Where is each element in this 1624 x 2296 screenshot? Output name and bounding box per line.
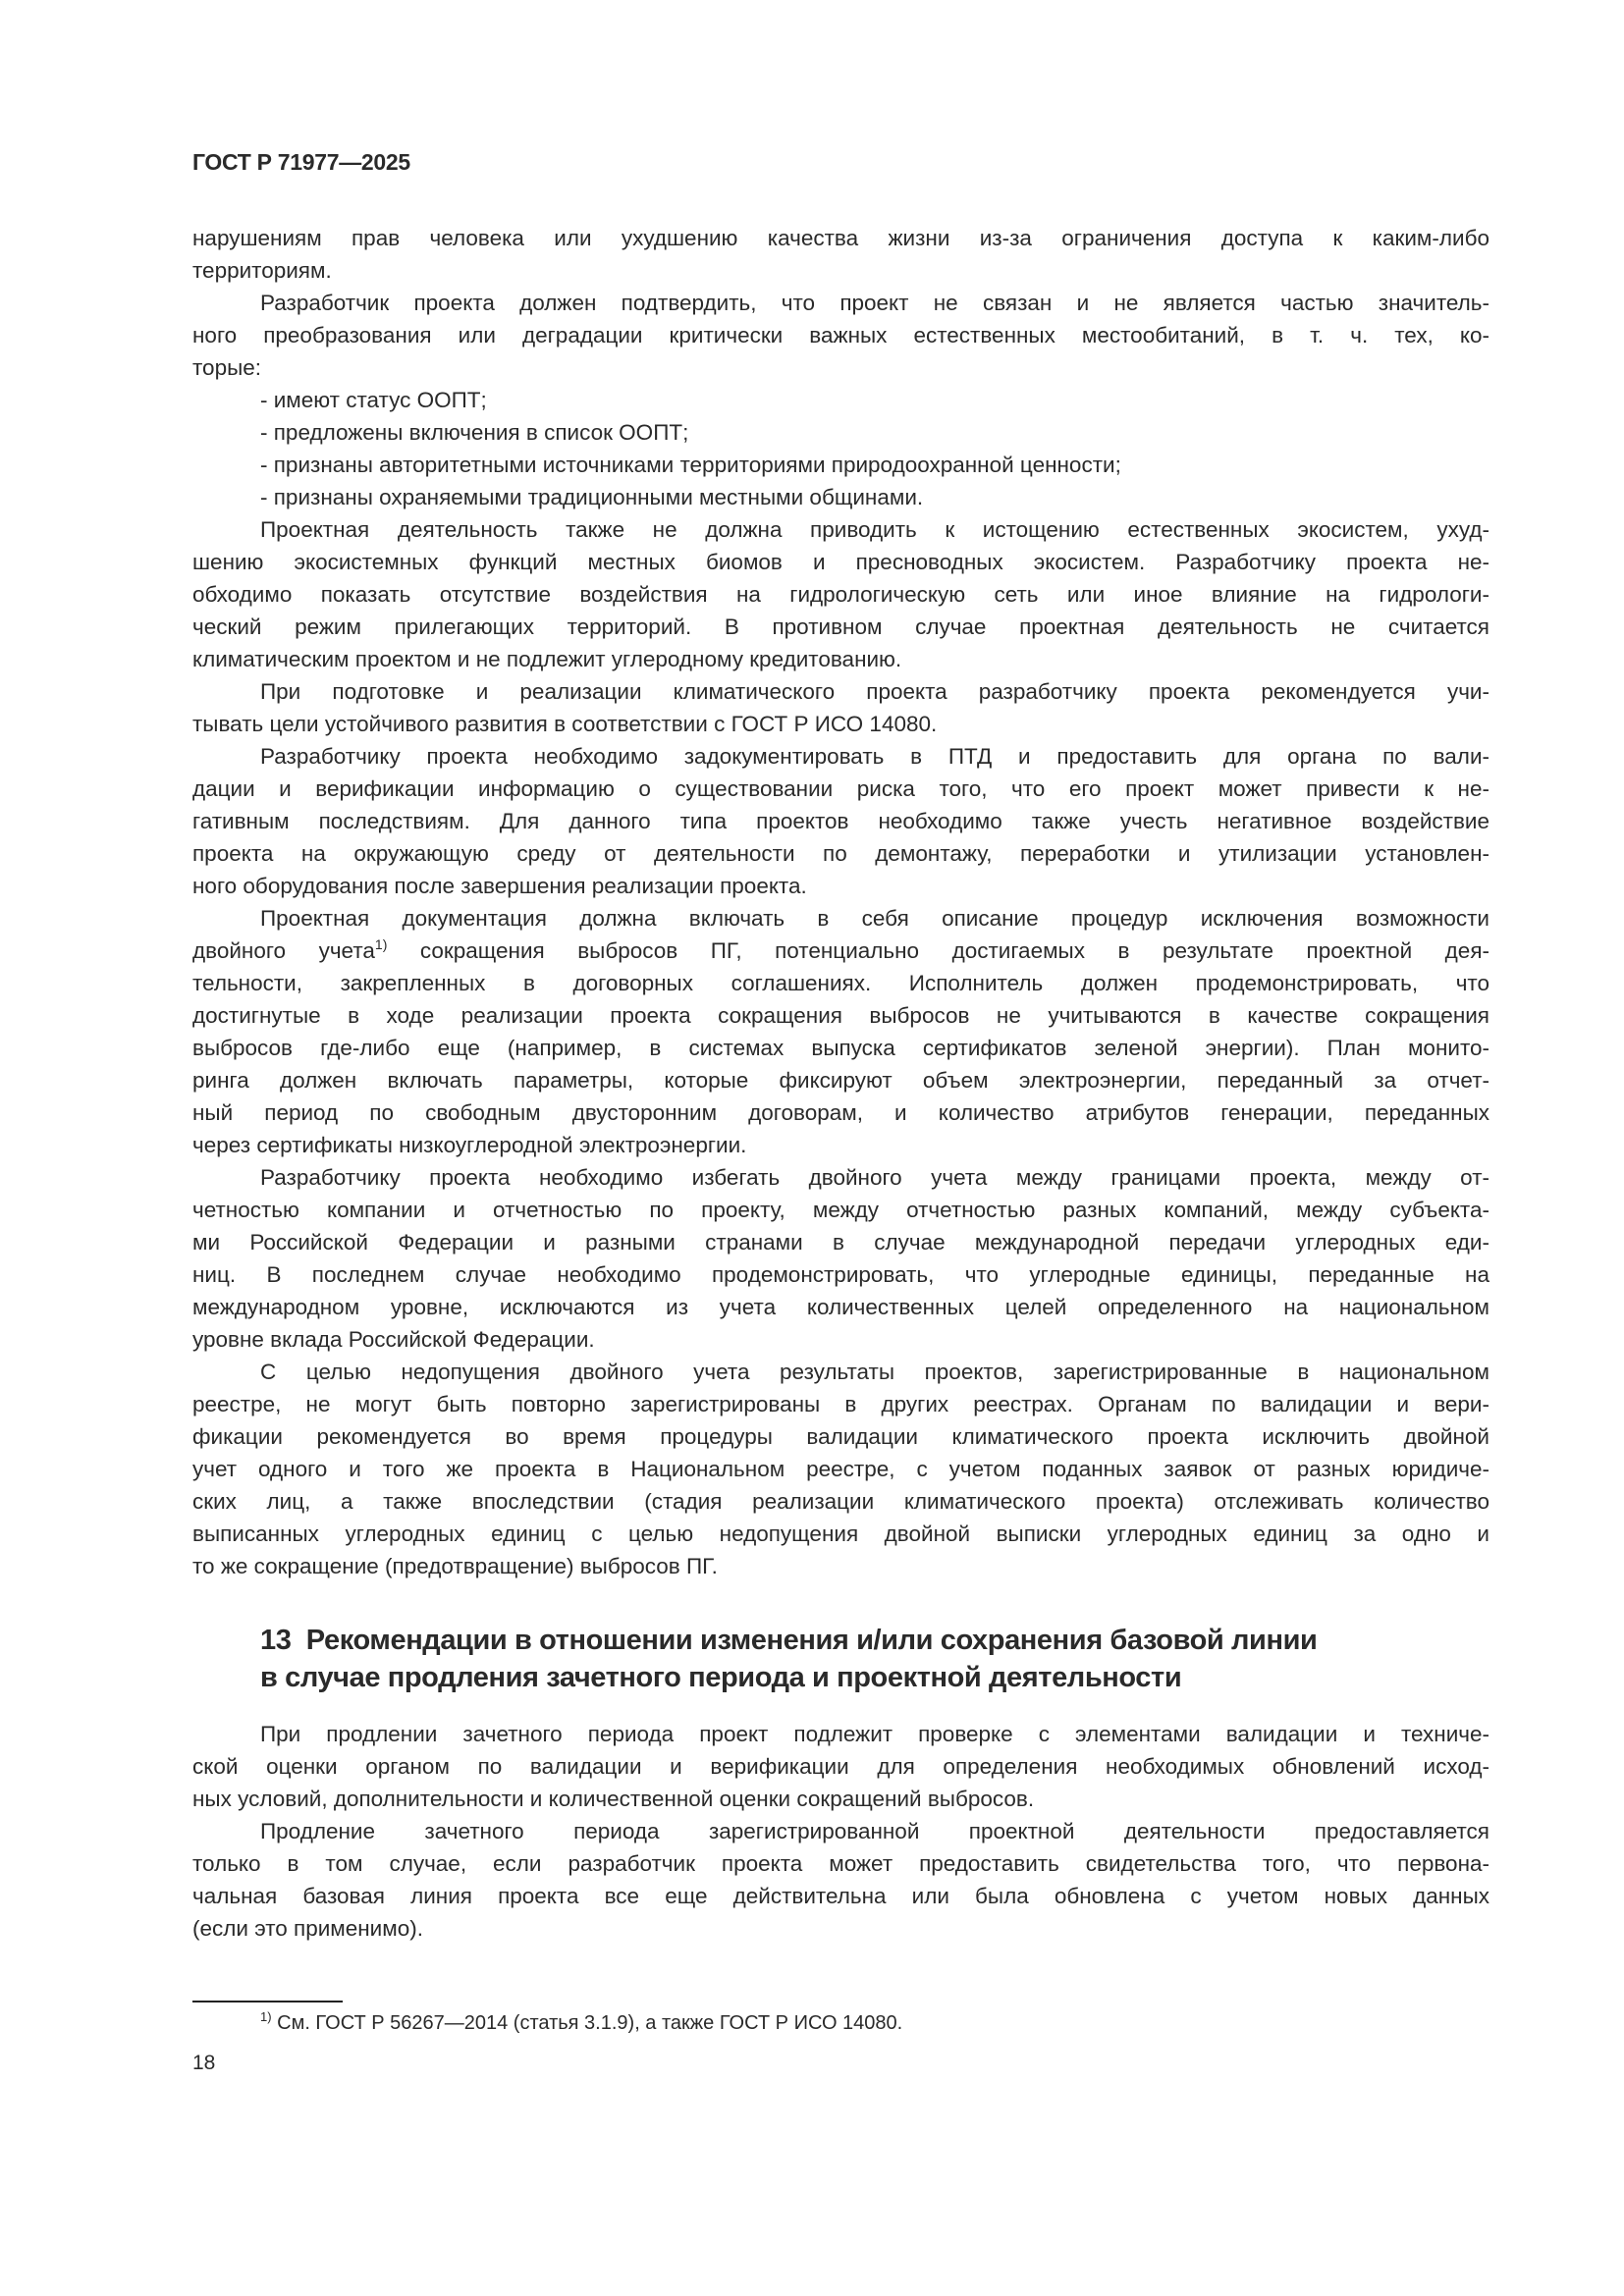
text-line: ринга должен включать параметры, которые фиксируют объем электроэнергии, переданный за отчет- [192, 1068, 1489, 1093]
section-title-line: в случае продления зачетного периода и проектной деятельности [260, 1662, 1182, 1693]
text-line: выбросов где-либо еще (например, в системах выпуска сертификатов зеленой энергии). План монито- [192, 1036, 1489, 1060]
text-line: то же сокращение (предотвращение) выбросов ПГ. [192, 1554, 718, 1578]
text-line: При продлении зачетного периода проект подлежит проверке с элементами валидации и техниче- [260, 1722, 1489, 1746]
text-line: проекта на окружающую среду от деятельности по демонтажу, переработки и утилизации установлен- [192, 841, 1489, 866]
text-line: ской оценки органом по валидации и верификации для определения необходимых обновлений исход- [192, 1754, 1489, 1779]
section-number: 13 [260, 1625, 292, 1656]
list-item: - признаны авторитетными источниками территориями природоохранной ценности; [260, 453, 1121, 477]
text-line: дации и верификации информацию о существовании риска того, что его проект может привести к не- [192, 776, 1489, 801]
text-line: ных условий, дополнительности и количественной оценки сокращений выбросов. [192, 1787, 1035, 1811]
text-line: реестре, не могут быть повторно зарегистрированы в других реестрах. Органам по валидации и вери- [192, 1392, 1489, 1416]
text-line: ниц. В последнем случае необходимо продемонстрировать, что углеродные единицы, переданные на [192, 1262, 1489, 1287]
text-line: ного оборудования после завершения реализации проекта. [192, 874, 807, 898]
footnote-mark: 1) [260, 2009, 272, 2024]
footnote [260, 2010, 902, 2036]
paragraph [192, 1356, 1489, 1582]
text-line: Разработчик проекта должен подтвердить, что проект не связан и не является частью значитель- [260, 291, 1489, 315]
paragraph [192, 513, 1489, 675]
text-line: Разработчику проекта необходимо задокументировать в ПТД и предоставить для органа по вали- [260, 744, 1489, 769]
text-line: Разработчику проекта необходимо избегать двойного учета между границами проекта, между от- [260, 1165, 1489, 1190]
text-line: ный период по свободным двусторонним договорам, и количество атрибутов генерации, переданных [192, 1100, 1489, 1125]
text-line: только в том случае, если разработчик проекта может предоставить свидетельства того, что первона- [192, 1851, 1489, 1876]
paragraph [192, 287, 1489, 384]
list-item: - предложены включения в список ООПТ; [260, 420, 689, 445]
text-line: Продление зачетного периода зарегистрированной проектной деятельности предоставляется [260, 1819, 1489, 1843]
footnote-ref: 1) [374, 936, 388, 952]
paragraph [192, 675, 1489, 740]
paragraph [192, 222, 1489, 287]
text-line: тывать цели устойчивого развития в соответствии с ГОСТ Р ИСО 14080. [192, 712, 938, 736]
text-line: чальная базовая линия проекта все еще действительна или была обновлена с учетом новых данных [192, 1884, 1489, 1908]
paragraph [192, 1718, 1489, 1815]
text-line: нарушениям прав человека или ухудшению качества жизни из-за ограничения доступа к каким-либо [192, 226, 1489, 250]
text-line [192, 934, 1489, 967]
footnote-divider [192, 2001, 343, 2002]
text-line: ских лиц, а также впоследствии (стадия реализации климатического проекта) отслеживать количество [192, 1489, 1489, 1514]
text-line: ми Российской Федерации и разными странами в случае международной передачи углеродных еди- [192, 1230, 1489, 1255]
text-line: С целью недопущения двойного учета результаты проектов, зарегистрированные в национальном [260, 1360, 1489, 1384]
text-fragment: двойного учета [192, 938, 375, 963]
text-line: ческий режим прилегающих территорий. В противном случае проектная деятельность не считается [192, 614, 1489, 639]
page-number: 18 [192, 2052, 216, 2074]
text-line: шению экосистемных функций местных биомов и пресноводных экосистем. Разработчику проекта не- [192, 550, 1489, 574]
text-line: территориям. [192, 258, 332, 283]
text-line: климатическим проектом и не подлежит углеродному кредитованию. [192, 647, 902, 671]
text-line: Проектная деятельность также не должна приводить к истощению естественных экосистем, ухуд- [260, 517, 1489, 542]
text-line: обходимо показать отсутствие воздействия на гидрологическую сеть или иное влияние на гидрологи- [192, 582, 1489, 607]
section-heading-line-1 [260, 1622, 1497, 1659]
text-line: выписанных углеродных единиц с целью недопущения двойной выписки углеродных единиц за одно и [192, 1522, 1489, 1546]
paragraph [192, 1815, 1489, 1945]
text-line: гативным последствиям. Для данного типа проектов необходимо также учесть негативное воздействие [192, 809, 1489, 833]
text-line: уровне вклада Российской Федерации. [192, 1327, 595, 1352]
text-line: учет одного и того же проекта в Национальном реестре, с учетом поданных заявок от разных юридиче- [192, 1457, 1489, 1481]
section-13-heading [260, 1622, 1497, 1696]
text-line: При подготовке и реализации климатического проекта разработчику проекта рекомендуется учи- [260, 679, 1489, 704]
text-line: Проектная документация должна включать в себя описание процедур исключения возможности [260, 906, 1489, 931]
text-line: ного преобразования или деградации критически важных естественных местообитаний, в т. ч. тех, ко- [192, 323, 1489, 347]
paragraph [192, 1161, 1489, 1356]
paragraph [192, 740, 1489, 902]
body-text-top [192, 222, 1489, 1582]
bullet-list [192, 384, 1489, 513]
text-line: достигнутые в ходе реализации проекта сокращения выбросов не учитываются в качестве сокращения [192, 1003, 1489, 1028]
footnote-text: См. ГОСТ Р 56267—2014 (статья 3.1.9), а также ГОСТ Р ИСО 14080. [271, 2012, 903, 2034]
document-header-id: ГОСТ Р 71977—2025 [192, 149, 410, 175]
list-item: - имеют статус ООПТ; [260, 388, 487, 412]
text-line: тельности, закрепленных в договорных соглашениях. Исполнитель должен продемонстрировать, что [192, 971, 1489, 995]
text-line: через сертификаты низкоуглеродной электроэнергии. [192, 1133, 747, 1157]
text-line: торые: [192, 355, 262, 380]
list-item: - признаны охраняемыми традиционными местными общинами. [260, 485, 924, 509]
section-title-line: Рекомендации в отношении изменения и/или сохранения базовой линии [305, 1625, 1318, 1656]
body-text-section [192, 1718, 1489, 1945]
text-line: (если это применимо). [192, 1916, 423, 1941]
text-line: четностью компании и отчетностью по проекту, между отчетностью разных компаний, между субъекта- [192, 1198, 1489, 1222]
text-fragment: сокращения выбросов ПГ, потенциально достигаемых в результате проектной дея- [387, 938, 1489, 963]
paragraph [192, 902, 1489, 1161]
text-line: фикации рекомендуется во время процедуры валидации климатического проекта исключить двойной [192, 1424, 1489, 1449]
text-line: международном уровне, исключаются из учета количественных целей определенного на национальном [192, 1295, 1489, 1319]
